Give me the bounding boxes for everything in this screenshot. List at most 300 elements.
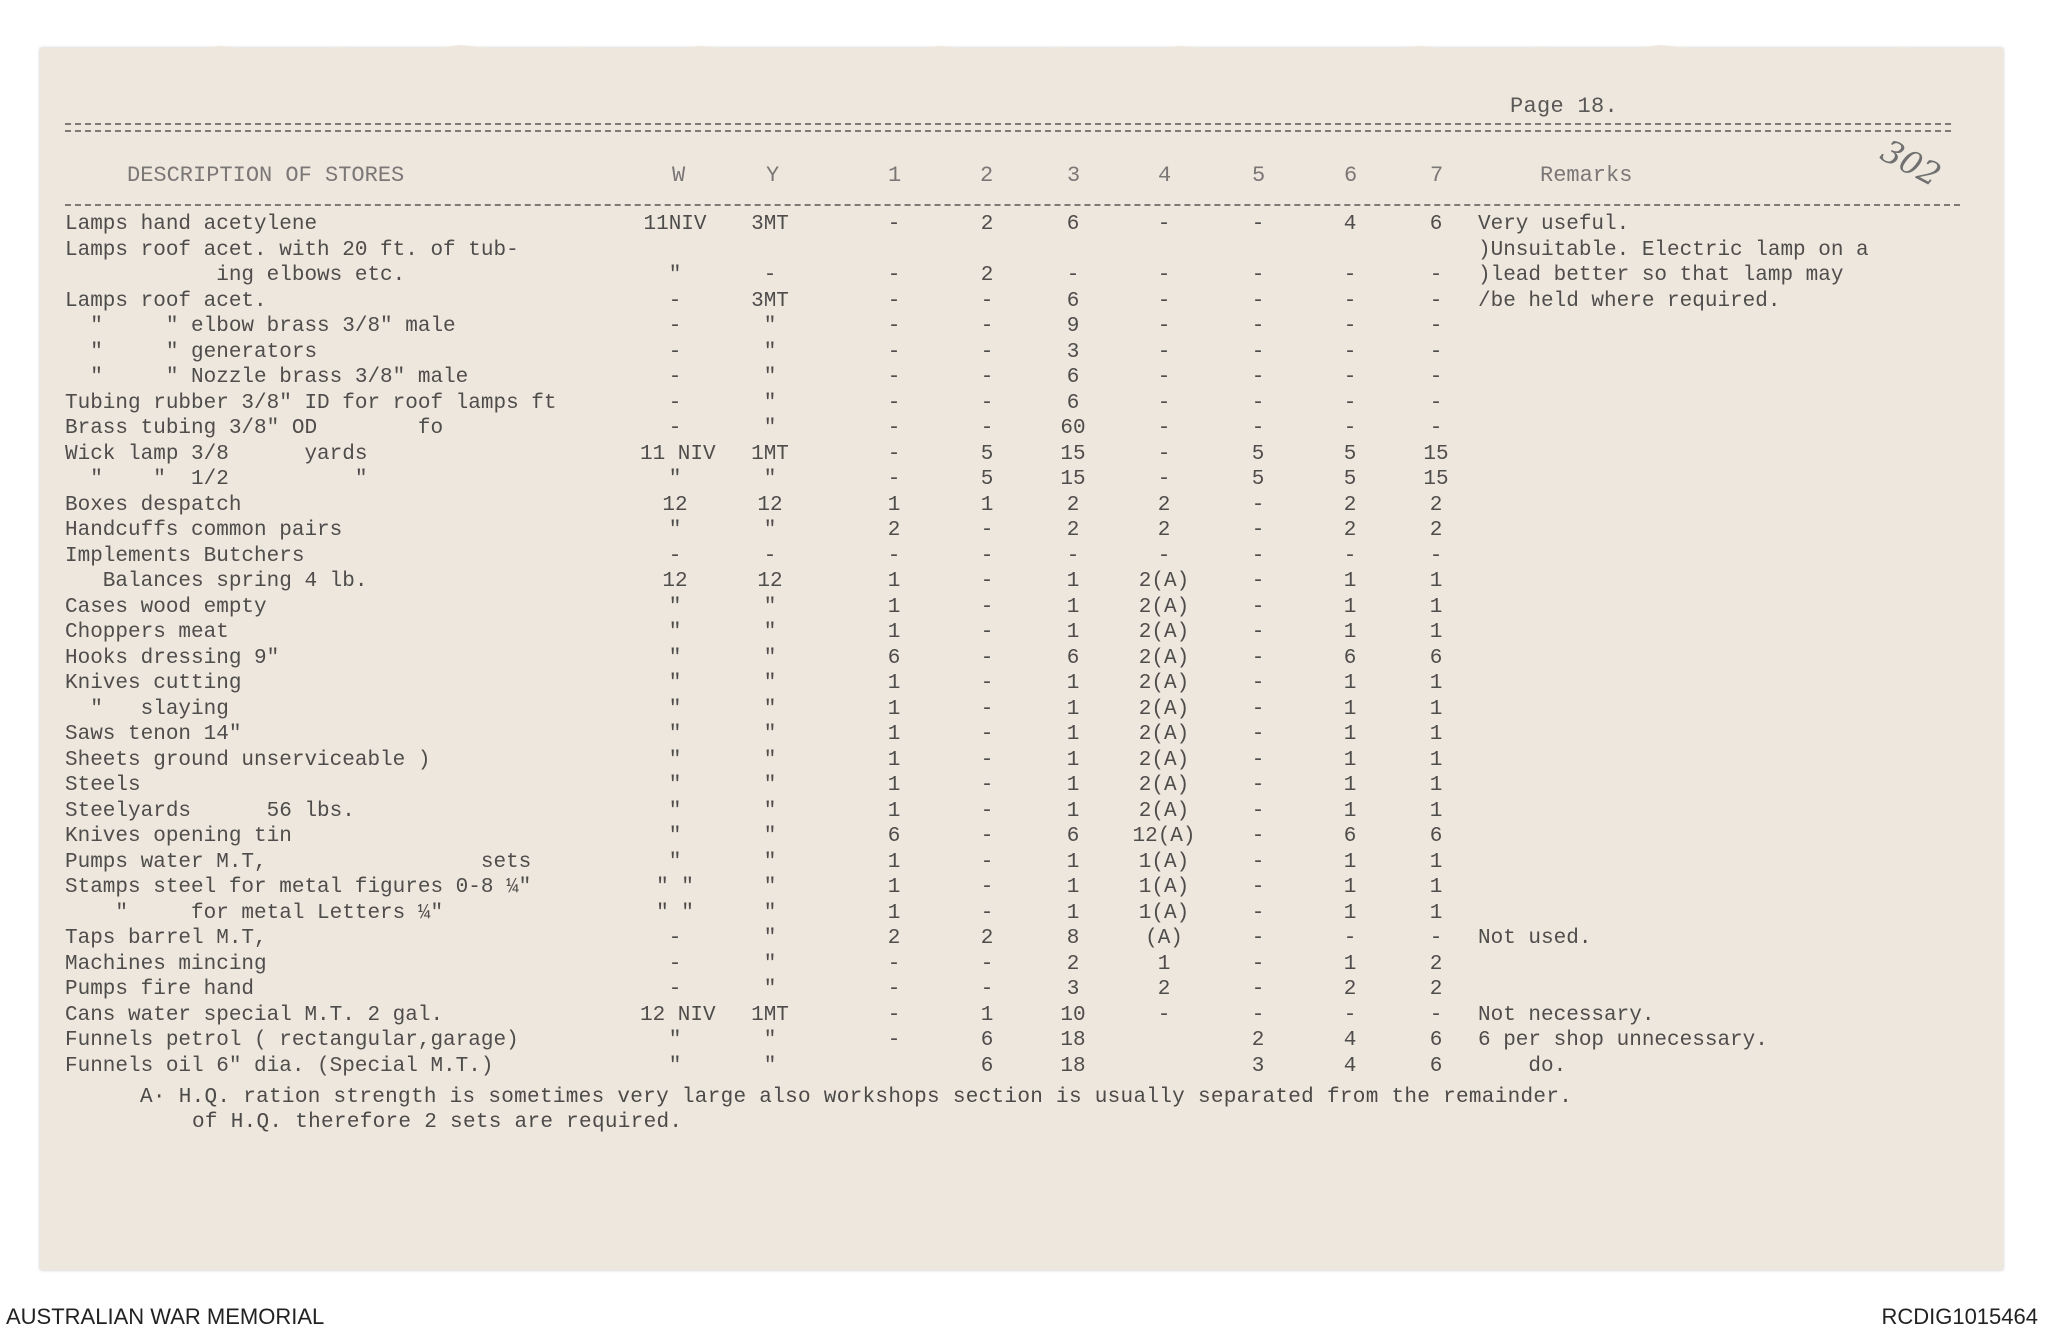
cell-c4: -	[1157, 340, 1171, 364]
cell-c6: -	[1343, 366, 1357, 389]
cell-c5: -	[1251, 901, 1265, 925]
cell-desc: Choppers meat	[65, 621, 229, 644]
cell-c4: -	[1157, 315, 1171, 338]
cell-c3: 6	[1066, 213, 1080, 236]
cell-c7: 1	[1429, 799, 1443, 823]
cell-c3: 6	[1066, 366, 1080, 389]
cell-desc: Lamps roof acet.	[65, 289, 267, 313]
cell-y: "	[763, 340, 777, 364]
cell-c5: -	[1251, 646, 1265, 670]
cell-c3: -	[1066, 264, 1080, 287]
cell-desc: Knives opening tin	[65, 825, 292, 848]
cell-c5: -	[1251, 850, 1265, 874]
cell-c7: 6	[1429, 646, 1443, 670]
cell-y: "	[763, 952, 777, 976]
table-row	[0, 1054, 2048, 1079]
cell-c2: -	[980, 774, 994, 797]
cell-c4: -	[1157, 442, 1171, 466]
header-col-6: 6	[1344, 163, 1358, 188]
cell-c1: 1	[887, 723, 901, 746]
cell-c7: 1	[1429, 901, 1443, 925]
cell-c1: -	[887, 340, 901, 364]
cell-desc: Taps barrel M.T,	[65, 927, 267, 950]
table-row	[0, 875, 2048, 900]
cell-y: "	[763, 621, 777, 644]
cell-c4: 2(A)	[1138, 723, 1190, 746]
cell-desc: Boxes despatch	[65, 493, 242, 517]
cell-c4: -	[1157, 468, 1171, 491]
cell-c7: 2	[1429, 952, 1443, 976]
handwritten-folio-number: 302	[1874, 131, 1948, 195]
cell-c2: 2	[980, 213, 994, 236]
cell-desc: Pumps fire hand	[65, 978, 255, 1001]
cell-w: -	[668, 544, 682, 568]
cell-desc: Sheets ground unserviceable )	[65, 748, 431, 772]
cell-rem: Not used.	[1478, 927, 1592, 950]
cell-desc: " for metal Letters ¼"	[65, 901, 444, 925]
cell-desc: " " elbow brass 3/8" male	[65, 315, 456, 338]
cell-c2: -	[980, 646, 994, 670]
cell-c3: 1	[1066, 799, 1080, 823]
cell-c5: -	[1251, 978, 1265, 1001]
cell-c4: 2(A)	[1138, 748, 1190, 772]
cell-c6: -	[1343, 927, 1357, 950]
cell-c3: 1	[1066, 697, 1080, 721]
header-description: DESCRIPTION OF STORES	[127, 163, 405, 188]
cell-c3: 8	[1066, 927, 1080, 950]
cell-c1: 1	[887, 748, 901, 772]
cell-c5: -	[1251, 570, 1265, 593]
cell-y: "	[763, 799, 777, 823]
cell-w: "	[668, 723, 682, 746]
cell-c4: 2(A)	[1138, 570, 1190, 593]
cell-c7: -	[1429, 927, 1443, 950]
cell-desc: Knives cutting	[65, 672, 242, 695]
cell-c7: -	[1429, 315, 1443, 338]
table-row	[0, 289, 2048, 314]
cell-c7: 15	[1423, 442, 1449, 466]
cell-c6: 1	[1343, 697, 1357, 721]
cell-desc: Steelyards 56 lbs.	[65, 799, 355, 823]
cell-c3: 9	[1066, 315, 1080, 338]
cell-c1: -	[887, 366, 901, 389]
cell-c5: -	[1251, 799, 1265, 823]
cell-desc: Implements Butchers	[65, 544, 305, 568]
cell-c7: -	[1429, 417, 1443, 440]
cell-c7: 1	[1429, 621, 1443, 644]
cell-desc: Steels	[65, 774, 141, 797]
cell-c3: 15	[1060, 468, 1086, 491]
cell-y: "	[763, 901, 777, 925]
cell-y: "	[763, 1029, 777, 1052]
cell-c7: 6	[1429, 1029, 1443, 1052]
cell-c5: -	[1251, 391, 1265, 415]
cell-desc: Cases wood empty	[65, 595, 267, 619]
cell-c1: 2	[887, 519, 901, 542]
cell-w: "	[668, 1054, 682, 1078]
cell-c3: 15	[1060, 442, 1086, 466]
table-row	[0, 391, 2048, 416]
cell-c7: 1	[1429, 672, 1443, 695]
cell-c3: 60	[1060, 417, 1086, 440]
cell-y: "	[763, 876, 777, 899]
cell-w: -	[668, 927, 682, 950]
cell-w: 12	[662, 570, 688, 593]
cell-c2: -	[980, 901, 994, 925]
table-row	[0, 263, 2048, 288]
cell-c1: -	[887, 315, 901, 338]
cell-y: "	[763, 595, 777, 619]
cell-c2: -	[980, 672, 994, 695]
cell-w: "	[668, 264, 682, 287]
cell-c6: 5	[1343, 468, 1357, 491]
cell-c6: -	[1343, 340, 1357, 364]
header-col-5: 5	[1252, 163, 1266, 188]
cell-c5: -	[1251, 595, 1265, 619]
table-row	[0, 493, 2048, 518]
cell-w: " "	[656, 876, 694, 899]
cell-c5: -	[1251, 1003, 1265, 1027]
cell-c1: -	[887, 391, 901, 415]
cell-w: 11NIV	[643, 213, 707, 236]
cell-c4: -	[1157, 213, 1171, 236]
cell-c6: 5	[1343, 442, 1357, 466]
cell-desc: Machines mincing	[65, 952, 267, 976]
cell-c2: 6	[980, 1029, 994, 1052]
table-row	[0, 926, 2048, 951]
cell-c5: -	[1251, 672, 1265, 695]
cell-c6: 1	[1343, 952, 1357, 976]
cell-desc: Funnels oil 6" dia. (Special M.T.)	[65, 1054, 494, 1078]
cell-c6: 1	[1343, 799, 1357, 823]
table-row	[0, 442, 2048, 467]
cell-w: "	[668, 1029, 682, 1052]
cell-desc: Pumps water M.T, sets	[65, 850, 532, 874]
cell-w: "	[668, 697, 682, 721]
table-row	[0, 952, 2048, 977]
table-row	[0, 722, 2048, 747]
cell-c3: 1	[1066, 901, 1080, 925]
table-row	[0, 314, 2048, 339]
cell-c3: 1	[1066, 672, 1080, 695]
cell-w: " "	[656, 901, 694, 925]
cell-c5: -	[1251, 544, 1265, 568]
cell-c3: 1	[1066, 774, 1080, 797]
cell-c2: -	[980, 850, 994, 874]
cell-c6: 1	[1343, 672, 1357, 695]
cell-c4: -	[1157, 417, 1171, 440]
cell-desc: Tubing rubber 3/8" ID for roof lamps ft	[65, 391, 557, 415]
cell-c2: -	[980, 417, 994, 440]
cell-c2: -	[980, 952, 994, 976]
cell-desc: Hooks dressing 9"	[65, 646, 280, 670]
header-col-3: 3	[1067, 163, 1081, 188]
cell-y: 12	[757, 570, 783, 593]
cell-desc: Wick lamp 3/8 yards	[65, 442, 368, 466]
cell-c6: 1	[1343, 901, 1357, 925]
cell-c7: 1	[1429, 595, 1443, 619]
table-row	[0, 238, 2048, 263]
cell-c4: 1(A)	[1138, 876, 1190, 899]
cell-y: 1MT	[751, 442, 789, 466]
cell-c7: 1	[1429, 723, 1443, 746]
cell-c3: 6	[1066, 391, 1080, 415]
cell-rem: )Unsuitable. Electric lamp on a	[1478, 238, 1869, 262]
cell-c6: -	[1343, 315, 1357, 338]
cell-desc: Stamps steel for metal figures 0-8 ¼"	[65, 876, 532, 899]
cell-w: "	[668, 799, 682, 823]
cell-w: 11 NIV	[640, 442, 716, 466]
cell-c7: 15	[1423, 468, 1449, 491]
cell-y: "	[763, 646, 777, 670]
cell-c2: -	[980, 570, 994, 593]
cell-c7: 6	[1429, 825, 1443, 848]
header-col-2: 2	[980, 163, 994, 188]
cell-c1: -	[887, 1029, 901, 1052]
cell-rem: do.	[1478, 1054, 1567, 1078]
table-row	[0, 595, 2048, 620]
cell-c7: -	[1429, 544, 1443, 568]
table-row	[0, 416, 2048, 441]
cell-c2: -	[980, 519, 994, 542]
table-row	[0, 799, 2048, 824]
cell-y: "	[763, 723, 777, 746]
cell-c2: -	[980, 340, 994, 364]
cell-w: "	[668, 672, 682, 695]
cell-y: -	[763, 264, 777, 287]
cell-c1: 1	[887, 774, 901, 797]
cell-c1: -	[887, 213, 901, 236]
cell-c1: 1	[887, 799, 901, 823]
cell-c2: 1	[980, 1003, 994, 1027]
cell-c1: 1	[887, 595, 901, 619]
cell-c5: -	[1251, 289, 1265, 313]
cell-desc: " " 1/2 "	[65, 468, 368, 491]
cell-c7: 1	[1429, 850, 1443, 874]
cell-w: 12	[662, 493, 688, 517]
cell-rem: )lead better so that lamp may	[1478, 264, 1844, 287]
cell-rem: 6 per shop unnecessary.	[1478, 1029, 1768, 1052]
table-row	[0, 748, 2048, 773]
cell-c2: 5	[980, 468, 994, 491]
cell-c1: -	[887, 468, 901, 491]
table-row	[0, 467, 2048, 492]
table-row	[0, 773, 2048, 798]
cell-c2: -	[980, 621, 994, 644]
cell-c5: -	[1251, 927, 1265, 950]
archive-caption-right: RCDIG1015464	[1881, 1304, 2038, 1329]
cell-c6: -	[1343, 544, 1357, 568]
cell-y: 3MT	[751, 289, 789, 313]
footnote-line-2: of H.Q. therefore 2 sets are required.	[192, 1111, 683, 1134]
cell-w: 12 NIV	[640, 1003, 716, 1027]
cell-y: "	[763, 672, 777, 695]
cell-y: "	[763, 468, 777, 491]
cell-c3: 6	[1066, 289, 1080, 313]
cell-w: "	[668, 646, 682, 670]
cell-c7: -	[1429, 366, 1443, 389]
cell-c7: -	[1429, 264, 1443, 287]
cell-y: -	[763, 544, 777, 568]
cell-c2: -	[980, 391, 994, 415]
cell-c6: 1	[1343, 570, 1357, 593]
cell-y: "	[763, 1054, 777, 1078]
header-col-1: 1	[888, 163, 902, 188]
header-w: W	[672, 163, 686, 188]
cell-c7: 1	[1429, 748, 1443, 772]
cell-c6: 4	[1343, 213, 1357, 236]
cell-c5: -	[1251, 697, 1265, 721]
cell-c5: -	[1251, 876, 1265, 899]
cell-c3: 1	[1066, 621, 1080, 644]
cell-c1: -	[887, 544, 901, 568]
table-row	[0, 824, 2048, 849]
cell-c6: 1	[1343, 876, 1357, 899]
cell-c3: 2	[1066, 519, 1080, 542]
cell-c5: 2	[1251, 1029, 1265, 1052]
cell-c1: -	[887, 442, 901, 466]
cell-c4: -	[1157, 264, 1171, 287]
cell-c4: (A)	[1145, 927, 1183, 950]
cell-c5: -	[1251, 264, 1265, 287]
cell-c2: -	[980, 289, 994, 313]
cell-c1: 1	[887, 493, 901, 517]
table-row	[0, 620, 2048, 645]
table-row	[0, 671, 2048, 696]
table-row	[0, 697, 2048, 722]
table-row	[0, 340, 2048, 365]
cell-c5: 5	[1251, 468, 1265, 491]
cell-c1: 1	[887, 876, 901, 899]
cell-c1: -	[887, 1003, 901, 1027]
cell-c5: -	[1251, 213, 1265, 236]
cell-c4: -	[1157, 1003, 1171, 1027]
cell-c4: 2(A)	[1138, 595, 1190, 619]
cell-c7: 1	[1429, 570, 1443, 593]
cell-c1: -	[887, 952, 901, 976]
cell-c6: -	[1343, 289, 1357, 313]
cell-c5: -	[1251, 315, 1265, 338]
cell-c5: -	[1251, 774, 1265, 797]
cell-c7: -	[1429, 289, 1443, 313]
cell-c2: 2	[980, 264, 994, 287]
table-row	[0, 977, 2048, 1002]
cell-c7: 2	[1429, 978, 1443, 1001]
cell-c3: 1	[1066, 595, 1080, 619]
cell-c6: 1	[1343, 723, 1357, 746]
table-row	[0, 544, 2048, 569]
cell-c6: 1	[1343, 850, 1357, 874]
cell-w: "	[668, 468, 682, 491]
cell-y: "	[763, 391, 777, 415]
cell-c1: 2	[887, 927, 901, 950]
cell-c1: -	[887, 289, 901, 313]
cell-desc: Cans water special M.T. 2 gal.	[65, 1003, 444, 1027]
cell-w: -	[668, 340, 682, 364]
cell-c6: -	[1343, 264, 1357, 287]
cell-c3: 1	[1066, 850, 1080, 874]
cell-desc: Funnels petrol ( rectangular,garage)	[65, 1029, 519, 1052]
cell-w: -	[668, 289, 682, 313]
cell-c5: -	[1251, 748, 1265, 772]
cell-c5: -	[1251, 519, 1265, 542]
cell-desc: Balances spring 4 lb.	[65, 570, 368, 593]
footnote-line-1: A· H.Q. ration strength is sometimes very large also workshops section is usually separated from the remainder.	[140, 1086, 1573, 1109]
cell-c1: 6	[887, 646, 901, 670]
header-remarks: Remarks	[1540, 163, 1633, 188]
cell-y: "	[763, 978, 777, 1001]
cell-w: "	[668, 519, 682, 542]
cell-c5: 5	[1251, 442, 1265, 466]
cell-c6: -	[1343, 417, 1357, 440]
cell-c7: 1	[1429, 774, 1443, 797]
cell-c7: 2	[1429, 519, 1443, 542]
cell-c2: 6	[980, 1054, 994, 1078]
cell-c6: 4	[1343, 1054, 1357, 1078]
cell-c1: -	[887, 417, 901, 440]
cell-w: "	[668, 850, 682, 874]
cell-w: "	[668, 621, 682, 644]
cell-c6: 2	[1343, 493, 1357, 517]
cell-c2: 1	[980, 493, 994, 517]
cell-c3: 1	[1066, 570, 1080, 593]
cell-c6: 4	[1343, 1029, 1357, 1052]
table-row	[0, 1003, 2048, 1028]
cell-desc: " " Nozzle brass 3/8" male	[65, 366, 469, 389]
cell-c1: 1	[887, 697, 901, 721]
header-col-7: 7	[1430, 163, 1444, 188]
table-row	[0, 518, 2048, 543]
cell-c2: -	[980, 723, 994, 746]
cell-c4: 2	[1157, 519, 1171, 542]
cell-c6: 2	[1343, 519, 1357, 542]
cell-y: "	[763, 417, 777, 440]
cell-desc: Handcuffs common pairs	[65, 519, 343, 542]
table-row	[0, 901, 2048, 926]
cell-c6: 6	[1343, 825, 1357, 848]
cell-rem: Very useful.	[1478, 213, 1630, 236]
cell-w: "	[668, 825, 682, 848]
cell-w: -	[668, 952, 682, 976]
cell-c3: 2	[1066, 493, 1080, 517]
cell-c6: 6	[1343, 646, 1357, 670]
cell-c1: -	[887, 978, 901, 1001]
cell-c5: -	[1251, 417, 1265, 440]
cell-c1: 1	[887, 901, 901, 925]
cell-c7: -	[1429, 391, 1443, 415]
cell-w: -	[668, 417, 682, 440]
cell-c5: -	[1251, 340, 1265, 364]
cell-c2: 5	[980, 442, 994, 466]
cell-w: -	[668, 391, 682, 415]
header-col-4: 4	[1158, 163, 1172, 188]
cell-c4: -	[1157, 391, 1171, 415]
cell-c3: 6	[1066, 646, 1080, 670]
cell-desc: Lamps roof acet. with 20 ft. of tub-	[65, 238, 519, 262]
cell-c3: -	[1066, 544, 1080, 568]
cell-c3: 1	[1066, 723, 1080, 746]
cell-y: "	[763, 927, 777, 950]
table-row	[0, 569, 2048, 594]
header-y: Y	[766, 163, 780, 188]
cell-c4: 2(A)	[1138, 774, 1190, 797]
cell-c1: -	[887, 264, 901, 287]
cell-c7: -	[1429, 340, 1443, 364]
cell-c2: -	[980, 876, 994, 899]
cell-c3: 3	[1066, 978, 1080, 1001]
cell-c5: -	[1251, 952, 1265, 976]
table-row	[0, 646, 2048, 671]
